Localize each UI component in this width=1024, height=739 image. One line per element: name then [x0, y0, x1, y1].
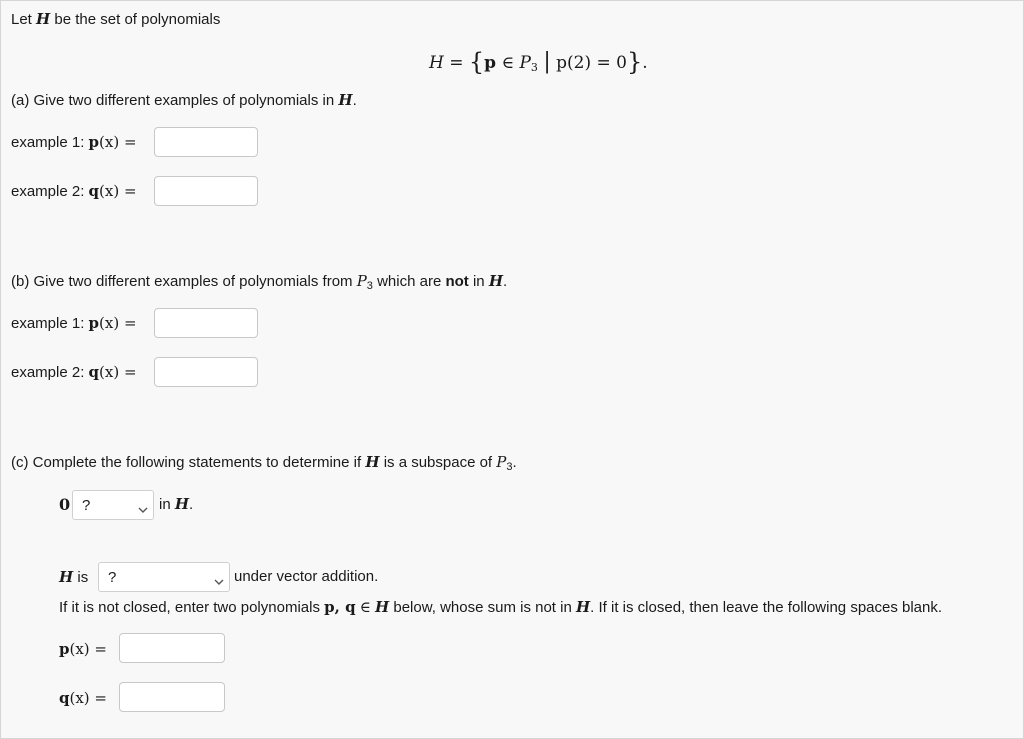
- closure-p-label: p(x) =: [59, 640, 107, 658]
- chevron-down-icon: [138, 501, 148, 518]
- part-b-example-2-input[interactable]: [154, 357, 258, 387]
- part-b-example-1-input[interactable]: [154, 308, 258, 338]
- closure-q-input[interactable]: [119, 682, 225, 712]
- part-a-example-1-label: example 1: p(x) =: [11, 133, 137, 151]
- h-is-label: H is: [59, 568, 89, 586]
- zero-vector: 0: [59, 495, 71, 514]
- part-c-prompt: (c) Complete the following statements to determine if H is a subspace of $P_3$.: [11, 453, 517, 473]
- part-a-example-2-input[interactable]: [154, 176, 258, 206]
- part-b-example-2-label: example 2: q(x) =: [11, 363, 137, 381]
- chevron-down-icon: [214, 573, 224, 590]
- closure-q-label: q(x) =: [59, 689, 107, 707]
- part-a-example-1-input[interactable]: [154, 127, 258, 157]
- zero-membership-select[interactable]: [72, 490, 154, 520]
- part-b-prompt: (b) Give two different examples of polynomials from $P_3$ which are not in H.: [11, 272, 508, 292]
- closure-select-value: ?: [108, 569, 117, 586]
- zero-in-h-text: in H.: [159, 495, 194, 513]
- closure-p-input[interactable]: [119, 633, 225, 663]
- intro-text: Let H be the set of polynomials: [11, 10, 221, 28]
- closure-text: under vector addition.: [234, 568, 379, 585]
- part-a-example-2-label: example 2: q(x) =: [11, 182, 137, 200]
- part-b-example-1-label: example 1: p(x) =: [11, 314, 137, 332]
- zero-membership-select-value: ?: [82, 497, 91, 514]
- set-definition: H = {p ∈ P3 | p(2) = 0}.: [429, 48, 648, 76]
- part-a-prompt: (a) Give two different examples of polynomials in H.: [11, 91, 357, 109]
- closure-select[interactable]: [98, 562, 230, 592]
- closure-instructions: If it is not closed, enter two polynomials p, q ∈ H below, whose sum is not in H. If it is closed, then leave the following spaces blank.: [59, 598, 943, 616]
